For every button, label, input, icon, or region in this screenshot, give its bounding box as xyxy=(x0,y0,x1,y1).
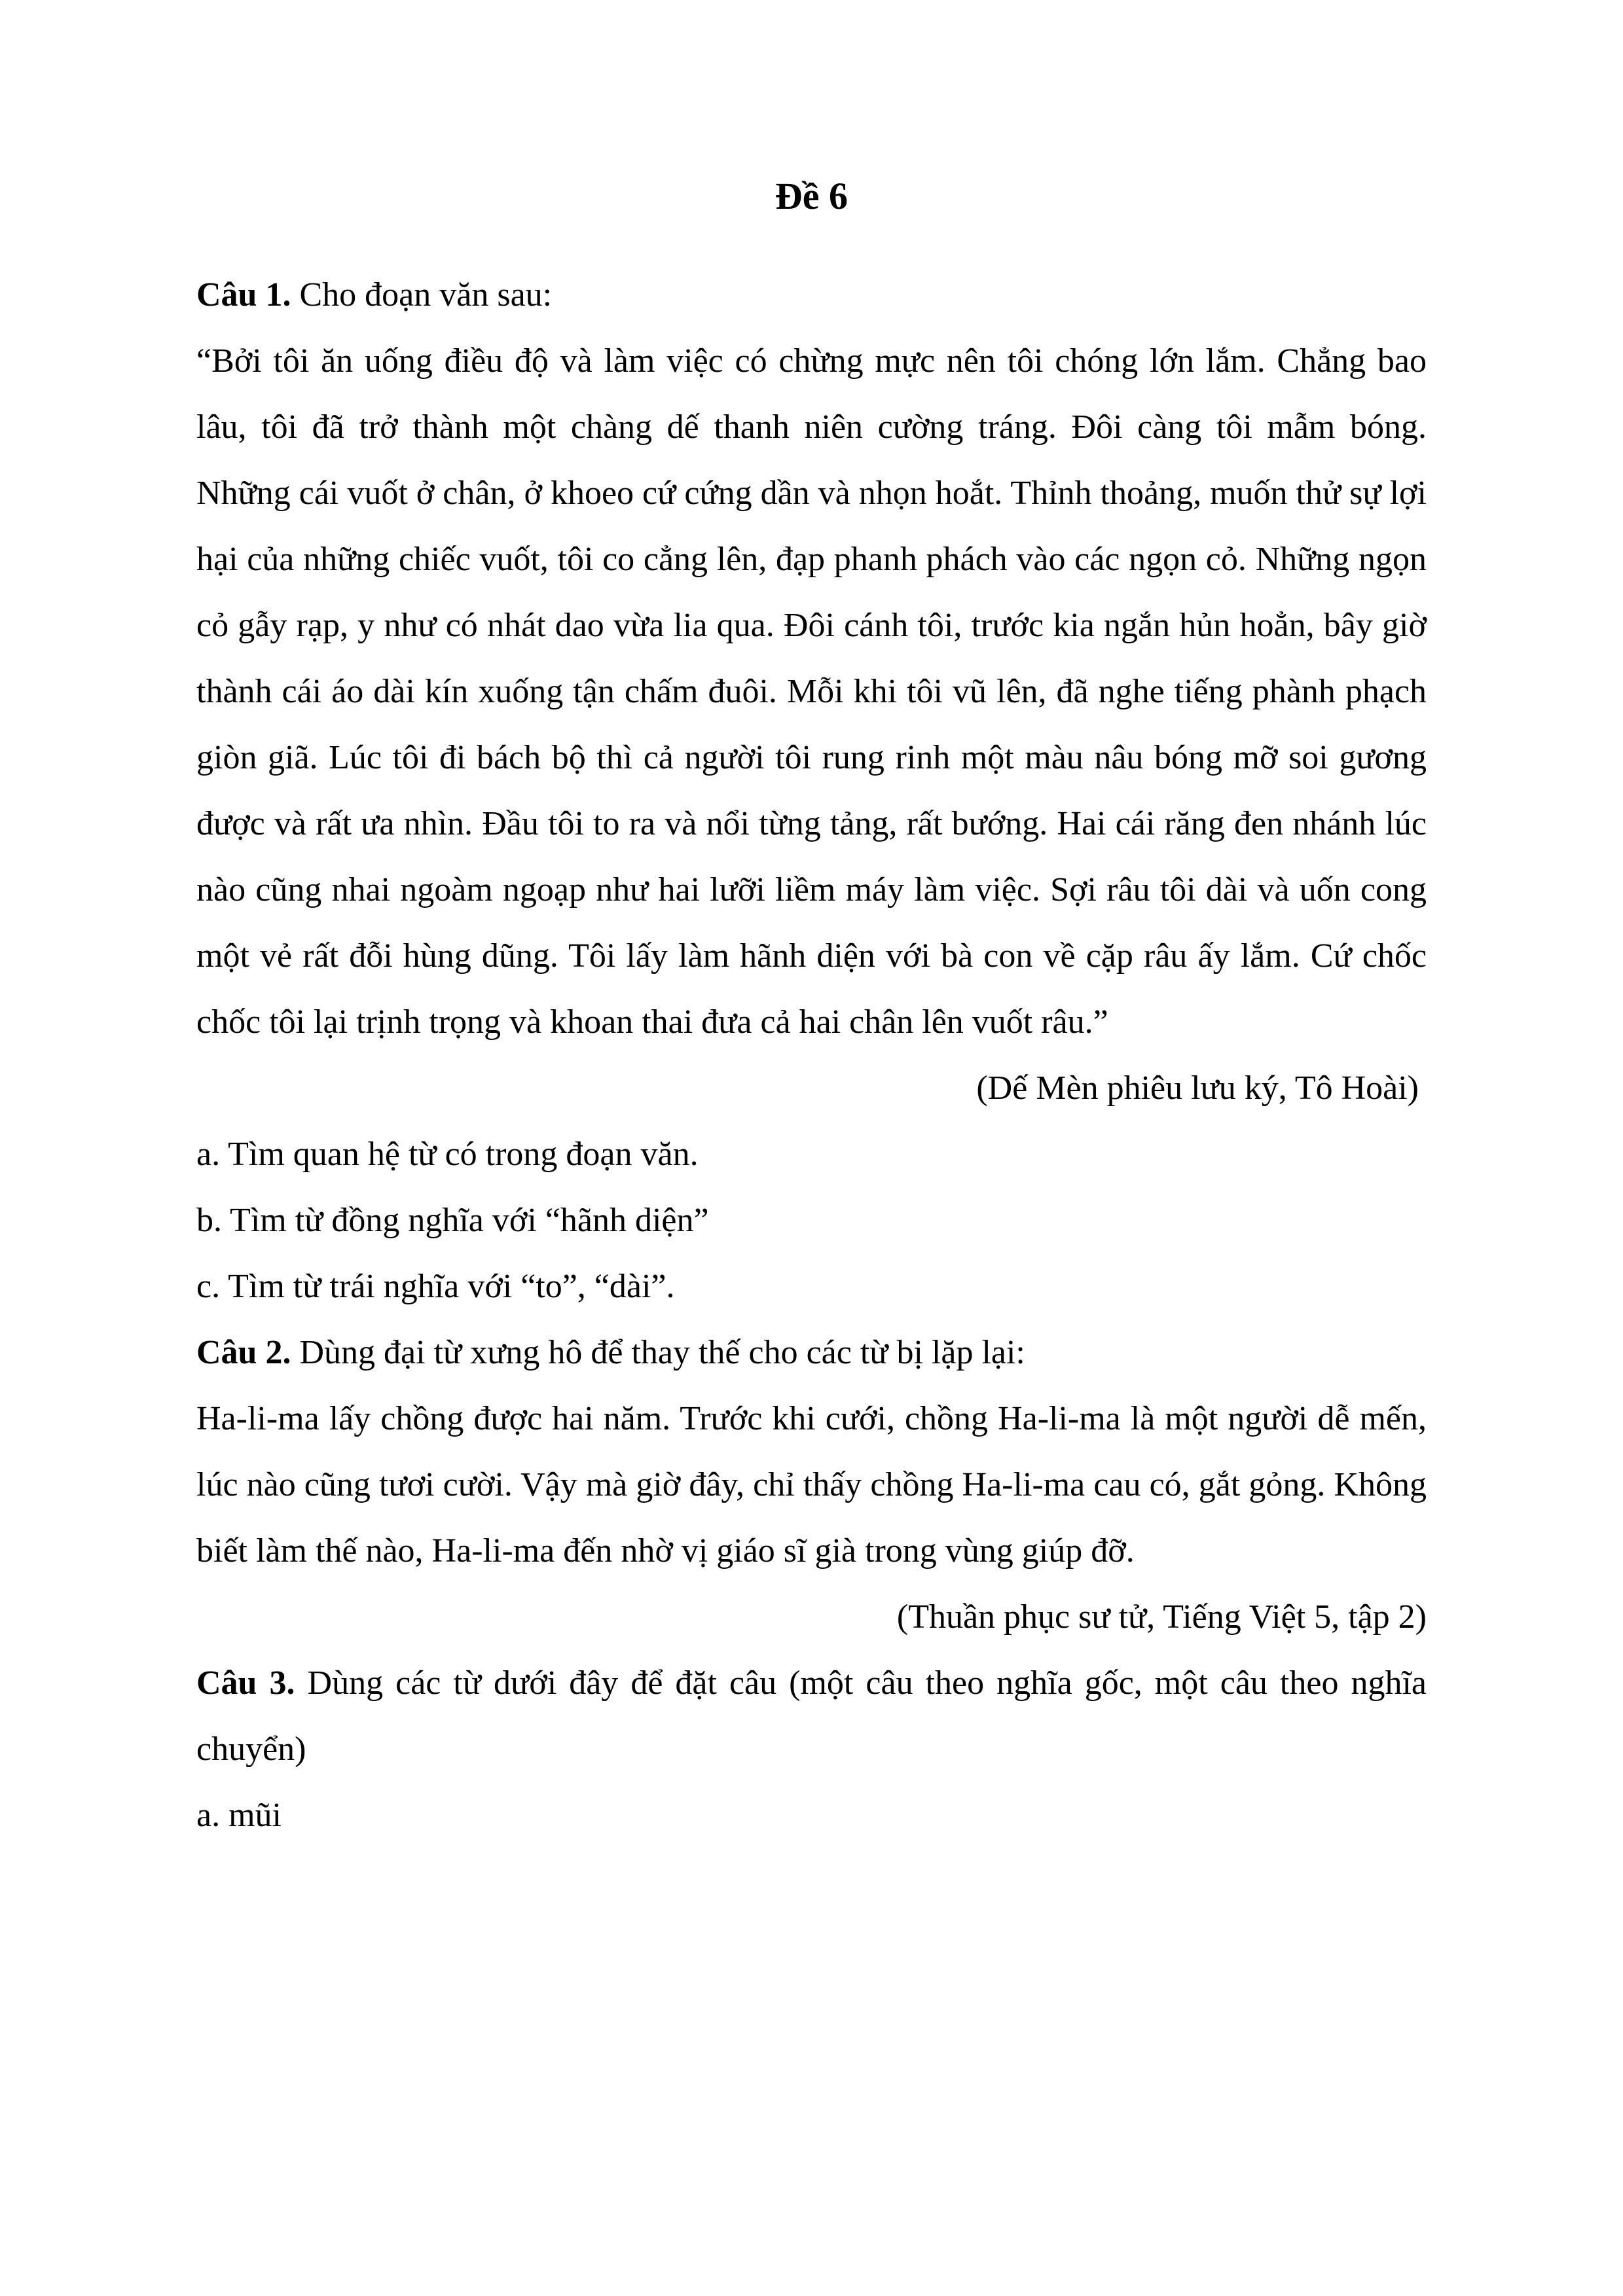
question-2-heading xyxy=(196,1319,1427,1386)
question-1-item-a: a. Tìm quan hệ từ có trong đoạn văn. xyxy=(196,1136,699,1173)
question-1-label: Câu 1. xyxy=(196,276,291,314)
question-1-prompt: Cho đoạn văn sau: xyxy=(291,276,553,314)
question-3-item-a: a. mũi xyxy=(196,1797,282,1834)
question-2-passage: Ha-li-ma lấy chồng được hai năm. Trước khi cưới, chồng Ha-li-ma là một người dễ mến, lúc nào cũng tươi cười. Vậy mà giờ đây, chỉ thấy chồng Ha-li-ma cau có, gắt gỏng. Không biết làm thế nào, Ha-li-ma đến nhờ vị giáo sĩ già trong vùng giúp đỡ. xyxy=(196,1400,1427,1570)
question-3-label: Câu 3. xyxy=(196,1664,295,1702)
question-3-heading xyxy=(196,1650,1427,1782)
document-body xyxy=(196,262,1427,1848)
question-3-prompt: Dùng các từ dưới đây để đặt câu (một câu theo nghĩa gốc, một câu theo nghĩa chuyển) xyxy=(196,1664,1427,1768)
question-2-label: Câu 2. xyxy=(196,1334,291,1371)
question-2-prompt: Dùng đại từ xưng hô để thay thế cho các từ bị lặp lại: xyxy=(291,1334,1025,1371)
question-1-passage: “Bởi tôi ăn uống điều độ và làm việc có chừng mực nên tôi chóng lớn lắm. Chẳng bao lâu, tôi đã trở thành một chàng dế thanh niên cường tráng. Đôi càng tôi mẫm bóng. Những cái vuốt ở chân, ở khoeo cứ cứng dần và nhọn hoắt. Thỉnh thoảng, muốn thử sự lợi hại của những chiếc vuốt, tôi co cẳng lên, đạp phanh phách vào các ngọn cỏ. Những ngọn cỏ gẫy rạp, y như có nhát dao vừa lia qua. Đôi cánh tôi, trước kia ngắn hủn hoẳn, bây giờ thành cái áo dài kín xuống tận chấm đuôi. Mỗi khi tôi vũ lên, đã nghe tiếng phành phạch giòn giã. Lúc tôi đi bách bộ thì cả người tôi rung rinh một màu nâu bóng mỡ soi gương được và rất ưa nhìn. Đầu tôi to ra và nổi từng tảng, rất bướng. Hai cái răng đen nhánh lúc nào cũng nhai ngoàm ngoạp như hai lưỡi liềm máy làm việc. Sợi râu tôi dài và uốn cong một vẻ rất đỗi hùng dũng. Tôi lấy làm hãnh diện với bà con về cặp râu ấy lắm. Cứ chốc chốc tôi lại trịnh trọng và khoan thai đưa cả hai chân lên vuốt râu.” xyxy=(196,342,1427,1041)
question-1-heading xyxy=(196,262,1427,328)
question-2-source: (Thuần phục sư tử, Tiếng Việt 5, tập 2) xyxy=(896,1598,1427,1636)
question-1-item-b: b. Tìm từ đồng nghĩa với “hãnh diện” xyxy=(196,1202,709,1239)
question-1-item-c: c. Tìm từ trái nghĩa với “to”, “dài”. xyxy=(196,1268,675,1305)
question-1-source: (Dế Mèn phiêu lưu ký, Tô Hoài) xyxy=(976,1069,1419,1107)
page-title: Đề 6 xyxy=(775,175,848,217)
